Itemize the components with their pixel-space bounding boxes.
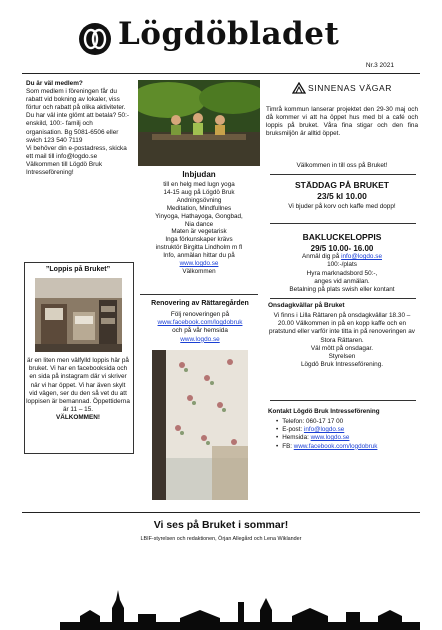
inbjudan-line: Andningsövning (176, 196, 222, 204)
lbif-logo (78, 22, 112, 56)
inbjudan-title: Inbjudan (182, 170, 216, 179)
stadag-text: Vi bjuder på korv och kaffe med dopp! (288, 203, 396, 210)
footer-rule (22, 512, 420, 513)
newsletter-title: Lögdöbladet (118, 16, 340, 52)
kontakt-list (276, 418, 426, 451)
kontakt-website (276, 434, 426, 442)
inbjudan-line: Meditation, Mindfullnes (166, 204, 232, 212)
member-welcome: Välkommen till Lögdö Bruk Intresseförening! (26, 160, 103, 177)
bakluck-payment: Betalning på plats swish eller kontant (289, 286, 395, 294)
kontakt-email (276, 426, 426, 434)
kontakt-facebook-link[interactable]: www.facebook.com/logdobruk (293, 442, 378, 450)
onsdag-title: Onsdagkvällar på Bruket (268, 302, 345, 309)
inbjudan-text (138, 181, 260, 276)
bakluck-date: 29/5 10.00- 16.00 (310, 244, 374, 253)
wallpaper-photo (152, 350, 248, 500)
loppis-photo (35, 278, 122, 352)
bakluck-email-link[interactable]: info@logdo.se (341, 253, 383, 261)
onsdag-line3: Styrelsen (328, 353, 356, 361)
renovering-line1: Följ renoveringen på (170, 311, 230, 318)
right-divider-3 (270, 298, 416, 299)
loppis-body: är en liten men välfylld loppis här på bruket. Vi har en facebooksida och en sida på instagram där vi skriver när vi har öppet. Vi har även skylt vid vägen, ser du den så vet du att loppisen är bemannad. Öppettiderna är 11 – 15. (26, 357, 130, 414)
kontakt-label: Hemsida: (282, 434, 311, 442)
bakluck-rent2: anges vid anmälan. (314, 277, 370, 285)
inbjudan-line: Maten är vegetarisk (171, 228, 227, 236)
right-divider-1 (270, 174, 416, 175)
inbjudan-link[interactable]: www.logdo.se (179, 260, 219, 268)
bakluck-rent: Hyra marknadsbord 50:-, (306, 269, 378, 277)
inbjudan-line: Inga förkunskaper krävs (165, 236, 233, 244)
masthead-rule (22, 73, 420, 74)
stadag-time: 23/5 kl 10.00 (317, 191, 367, 201)
loppis-text (26, 357, 130, 423)
kontakt-title: Kontakt Lögdö Bruk Intresseförening (268, 408, 380, 415)
bakluck-signup: Anmäl dig på (301, 253, 342, 261)
onsdag-body: Vi finns i Lilla Rättaren på onsdagkvällar 18.30 – 20.00 Välkommen in på en kopp kaffe och en pratstund eller varför inte titta in på renoveringen av Stora Rättaren. (268, 312, 415, 344)
kontakt-phone-value: 060-17 17 00 (306, 418, 344, 425)
inbjudan-closing: Välkommen (182, 267, 216, 275)
inbjudan-line: Yinyoga, Hathayoga, Gongbad, (155, 212, 243, 220)
member-heading: Du är väl medlem? (26, 80, 83, 87)
sinnenas-label: SINNENAS VÄGAR (308, 83, 392, 93)
onsdag-line2: Väl mött på onsdagar. (310, 344, 374, 352)
issue-number: Nr.3 2021 (365, 62, 394, 69)
inbjudan-line: Info, anmälan hittar du på (163, 252, 235, 260)
kontakt-website-link[interactable]: www.logdo.se (310, 434, 350, 442)
kontakt-label: E-post: (282, 426, 304, 434)
sinnenas-logo-icon (292, 82, 306, 94)
middle-divider (140, 294, 258, 295)
loppis-title: ”Loppis på Bruket” (45, 266, 111, 273)
renovering-line2: och på vår hemsida (172, 327, 228, 335)
onsdag-text (266, 312, 418, 369)
loppis-welcome: VÄLKOMMEN! (55, 414, 101, 422)
member-section (26, 80, 130, 177)
footer-title: Vi ses på Bruket i sommar! (153, 519, 289, 531)
kontakt-email-link[interactable]: info@logdo.se (303, 426, 345, 434)
member-notice: Vi behöver din e-postadress, skicka ett mail till info@logdo.se (26, 144, 127, 160)
inbjudan-line: 14-15 aug på Lögdö Bruk (163, 188, 235, 196)
inbjudan-line: Nia dance (184, 220, 214, 228)
bakluck-text (266, 245, 418, 294)
kontakt-facebook (276, 443, 426, 451)
onsdag-line4: Lögdö Bruk Intresseförening. (300, 361, 384, 369)
kontakt-phone (276, 418, 426, 426)
stadag-title: STÄDDAG PÅ BRUKET (295, 180, 389, 190)
member-body: Som medlem i föreningen får du rabatt vid bokning av lokaler, viss förtur och rabatt på olika aktiviteter. Du har väl inte glömt att betala? 50:- enskild, 100:- familj och organisation. Bg 5081-6506 eller swich 123 540 7119 (26, 88, 130, 144)
bakluck-price: 100:-/plats (327, 261, 357, 269)
right-divider-2 (270, 223, 416, 224)
bruket-skyline-silhouette (60, 580, 420, 630)
kontakt-label: FB: (282, 442, 294, 450)
inbjudan-line: instruktör Birgitta Lindholm m fl (155, 244, 243, 252)
bakluck-title: BAKLUCKELOPPIS (302, 232, 382, 242)
sinnenas-body: Timrå kommun lanserar projektet den 29-30 maj och då kommer vi att ha öppet hus med bl a café och loppis på bruket. Våra fina stigar och den fina bruksmiljön är alltid öppet. (266, 106, 418, 138)
sinnenas-welcome: Välkommen in till oss på Bruket! (296, 162, 388, 169)
kontakt-label: Telefon: (282, 418, 307, 425)
renovering-title: Renovering av Rättaregården (151, 300, 249, 307)
renovering-website-link[interactable]: www.logdo.se (180, 335, 220, 343)
renovering-facebook-link[interactable]: www.facebook.com/logdobruk (157, 319, 243, 327)
footer-credits: LBIF-styrelsen och redaktionen, Örjan Allegård och Lena Wiklander (140, 536, 302, 542)
yoga-photo (138, 80, 260, 166)
inbjudan-line: till en helg med lugn yoga (163, 181, 235, 188)
right-divider-4 (270, 400, 416, 401)
renovering-text (138, 311, 262, 344)
